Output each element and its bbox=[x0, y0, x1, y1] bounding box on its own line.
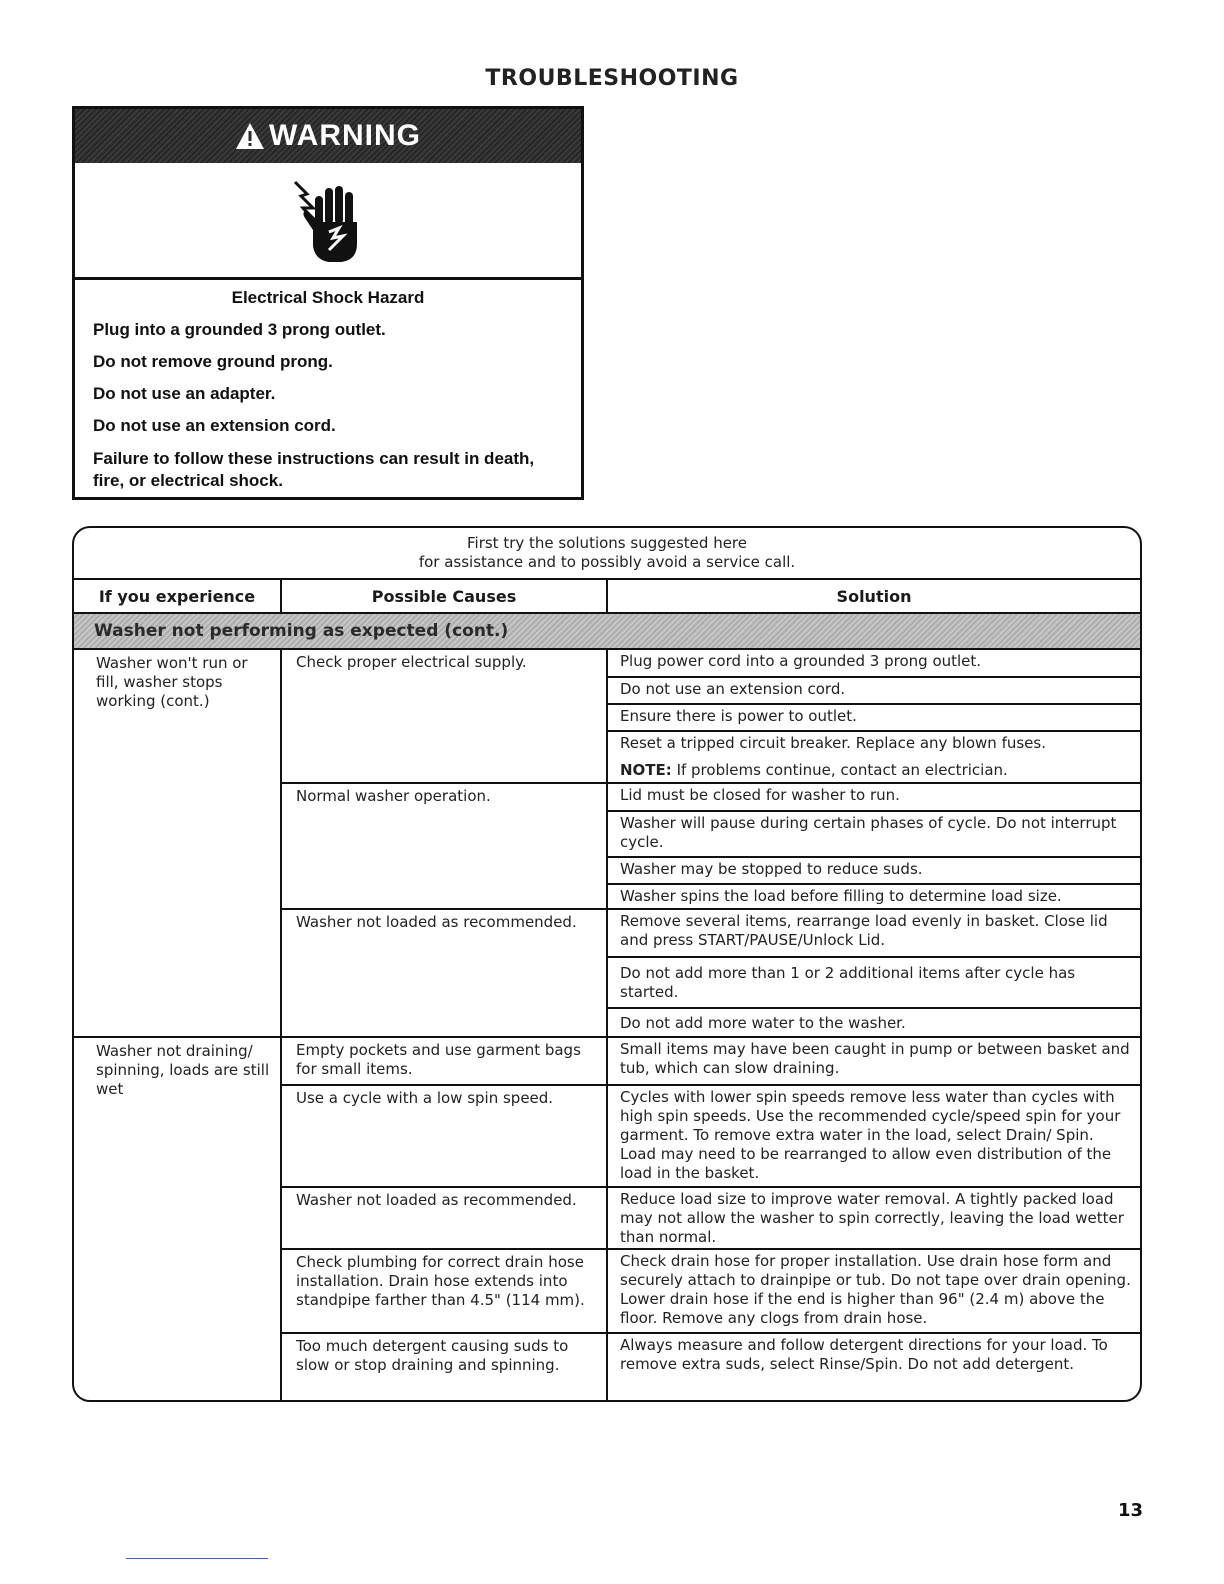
warning-line: Plug into a grounded 3 prong outlet. bbox=[93, 320, 386, 339]
solution-cell: Do not use an extension cord. bbox=[608, 676, 1140, 703]
solution-cell: Do not add more water to the washer. bbox=[608, 1007, 1140, 1036]
solution-cell: Remove several items, rearrange load evenly in basket. Close lid and press START/PAUSE/Unlock Lid. bbox=[620, 912, 1108, 949]
solution-cell: Lid must be closed for washer to run. bbox=[620, 786, 900, 804]
footer-rule bbox=[126, 1558, 268, 1559]
warning-line: Do not use an adapter. bbox=[93, 384, 276, 403]
cause-cell: Empty pockets and use garment bags for small items. bbox=[282, 1038, 608, 1084]
table-row bbox=[74, 1036, 1140, 1402]
table-intro: First try the solutions suggested here for assistance and to possibly avoid a service call. bbox=[74, 528, 1140, 580]
cause-row bbox=[282, 1038, 1140, 1084]
cause-row bbox=[282, 650, 1140, 782]
header-solution: Solution bbox=[836, 586, 912, 606]
warning-header-label: WARNING bbox=[269, 119, 421, 152]
warning-box bbox=[72, 106, 584, 500]
warning-line: Do not remove ground prong. bbox=[93, 352, 333, 371]
solution-cell: Small items may have been caught in pump or between basket and tub, which can slow draining. bbox=[620, 1040, 1130, 1077]
solution-cell: Plug power cord into a grounded 3 prong outlet. bbox=[620, 652, 982, 670]
header-experience: If you experience bbox=[74, 580, 282, 612]
troubleshooting-table bbox=[72, 526, 1142, 1402]
solution-cell: Washer may be stopped to reduce suds. bbox=[608, 856, 1140, 883]
solution-cell: Washer spins the load before filling to determine load size. bbox=[608, 883, 1140, 908]
solution-cell: Ensure there is power to outlet. bbox=[608, 703, 1140, 730]
warning-line: Do not use an extension cord. bbox=[93, 416, 336, 435]
cause-cell: Check plumbing for correct drain hose installation. Drain hose extends into standpipe farther than 4.5" (114 mm). bbox=[282, 1250, 608, 1332]
section-label: Washer not performing as expected (cont.) bbox=[94, 621, 509, 641]
page-title: TROUBLESHOOTING bbox=[485, 66, 739, 91]
experience-cell: Washer not draining/ spinning, loads are still wet bbox=[74, 1038, 282, 1402]
cause-cell: Too much detergent causing suds to slow or stop draining and spinning. bbox=[282, 1334, 608, 1402]
solution-cell: Washer will pause during certain phases of cycle. Do not interrupt cycle. bbox=[608, 810, 1140, 856]
cause-row bbox=[282, 908, 1140, 1036]
note-text: NOTE: If problems continue, contact an electrician. bbox=[620, 761, 1008, 779]
warning-triangle-icon bbox=[235, 122, 265, 150]
solution-cell: Reduce load size to improve water removal. A tightly packed load may not allow the washer to spin correctly, leaving the load wetter than normal. bbox=[620, 1190, 1124, 1246]
hazard-title: Electrical Shock Hazard bbox=[231, 288, 425, 307]
solution-cell: Do not add more than 1 or 2 additional items after cycle has started. bbox=[608, 956, 1140, 1007]
solution-cell: Cycles with lower spin speeds remove less water than cycles with high spin speeds. Use the recommended cycle/speed spin for your garment. To remove extra water in the load, select Drain/ Spin. Load may need to be rearranged to allow even distribution of the load in the basket. bbox=[620, 1088, 1121, 1182]
column-headers bbox=[74, 580, 1140, 614]
header-causes: Possible Causes bbox=[282, 580, 608, 612]
table-row bbox=[74, 650, 1140, 1036]
electrical-shock-hand-icon bbox=[285, 174, 371, 266]
solution-cell: Check drain hose for proper installation. Use drain hose form and securely attach to drainpipe or tub. Do not tape over drain opening. Lower drain hose if the end is higher than 96" (2.4 m) above the floor. Remove any clogs from drain hose. bbox=[620, 1252, 1131, 1327]
warning-line: Failure to follow these instructions can result in death, fire, or electrical shock. bbox=[93, 449, 535, 490]
solution-cell: Reset a tripped circuit breaker. Replace any blown fuses. NOTE: If problems continue, contact an electrician. bbox=[608, 730, 1140, 782]
warning-header bbox=[75, 109, 581, 163]
cause-cell: Washer not loaded as recommended. bbox=[282, 910, 608, 1036]
cause-cell: Check proper electrical supply. bbox=[282, 650, 608, 782]
table-rows bbox=[74, 650, 1140, 1402]
cause-cell: Use a cycle with a low spin speed. bbox=[282, 1086, 608, 1186]
cause-row bbox=[282, 1248, 1140, 1332]
cause-row bbox=[282, 1332, 1140, 1402]
section-bar bbox=[74, 614, 1140, 650]
cause-row bbox=[282, 1186, 1140, 1248]
solution-cell: Always measure and follow detergent directions for your load. To remove extra suds, select Rinse/Spin. Do not add detergent. bbox=[620, 1336, 1108, 1373]
cause-cell: Washer not loaded as recommended. bbox=[282, 1188, 608, 1248]
cause-row bbox=[282, 1084, 1140, 1186]
experience-cell: Washer won't run or fill, washer stops working (cont.) bbox=[74, 650, 282, 1036]
cause-row bbox=[282, 782, 1140, 908]
cause-cell: Normal washer operation. bbox=[282, 784, 608, 908]
page-number: 13 bbox=[1118, 1500, 1144, 1521]
